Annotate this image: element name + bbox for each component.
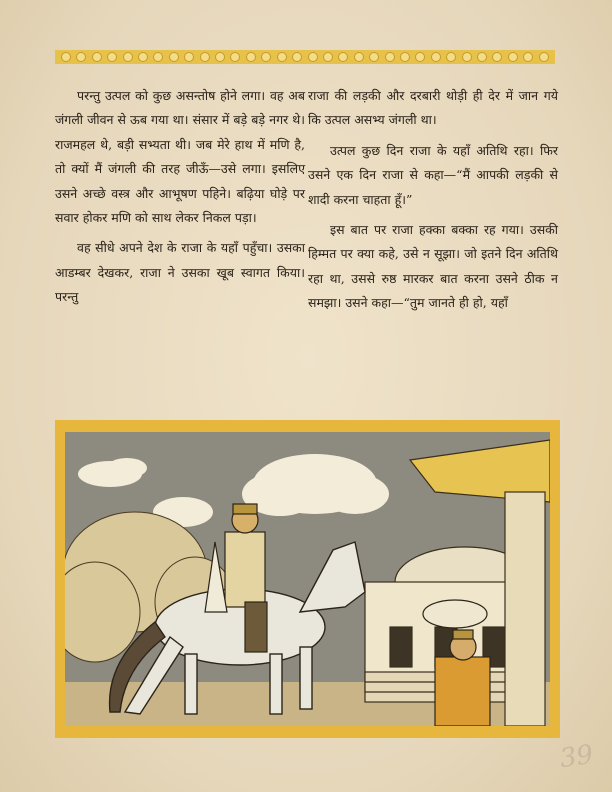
paragraph: उत्पल कुछ दिन राजा के यहाँ अतिथि रहा। फिर उसने एक दिन राजा से कहा—“मैं आपकी लड़की से शादी करना चाहता हूँ।” <box>308 142 558 207</box>
paragraph: वह सीधे अपने देश के राजा के यहाँ पहुँचा। उसका आडम्बर देखकर, राजा ने उसका खूब स्वागत किया। परन्तु <box>55 240 305 305</box>
illustration-panel <box>55 420 560 738</box>
page-number: 39 <box>558 739 596 775</box>
decorative-border <box>55 50 555 64</box>
paragraph: इस बात पर राजा हक्का बक्का रह गया। उसकी हिम्मत पर क्या कहे, उसे न सूझा। जो इतने दिन अतिथि रहा था, उससे रुष्ठ मारकर बात करना उसने ठीक न समझा। उसने कहा—“तुम जानते ही हो, यहाँ <box>308 222 558 311</box>
paragraph: परन्तु उत्पल को कुछ असन्तोष होने लगा। वह अब जंगली जीवन से ऊब गया था। संसार में बड़े बड़े नगर थे। राजमहल थे, बड़ी सभ्यता थी। जब मेरे हाथ में मणि है, तो क्यों मैं जंगली की तरह जीऊँ—उसे लगा। इसलिए उसने अच्छे वस्त्र और आभूषण पहिने। बढ़िया घोड़े पर सवार होकर मणि को साथ लेकर निकल पड़ा। <box>55 88 305 226</box>
paragraph: राजा की लड़की और दरबारी थोड़ी ही देर में जान गये कि उत्पल असभ्य जंगली था। <box>308 88 558 128</box>
right-text-column <box>308 84 558 322</box>
horseman-palace-illustration <box>65 432 550 726</box>
left-text-column <box>55 84 305 316</box>
